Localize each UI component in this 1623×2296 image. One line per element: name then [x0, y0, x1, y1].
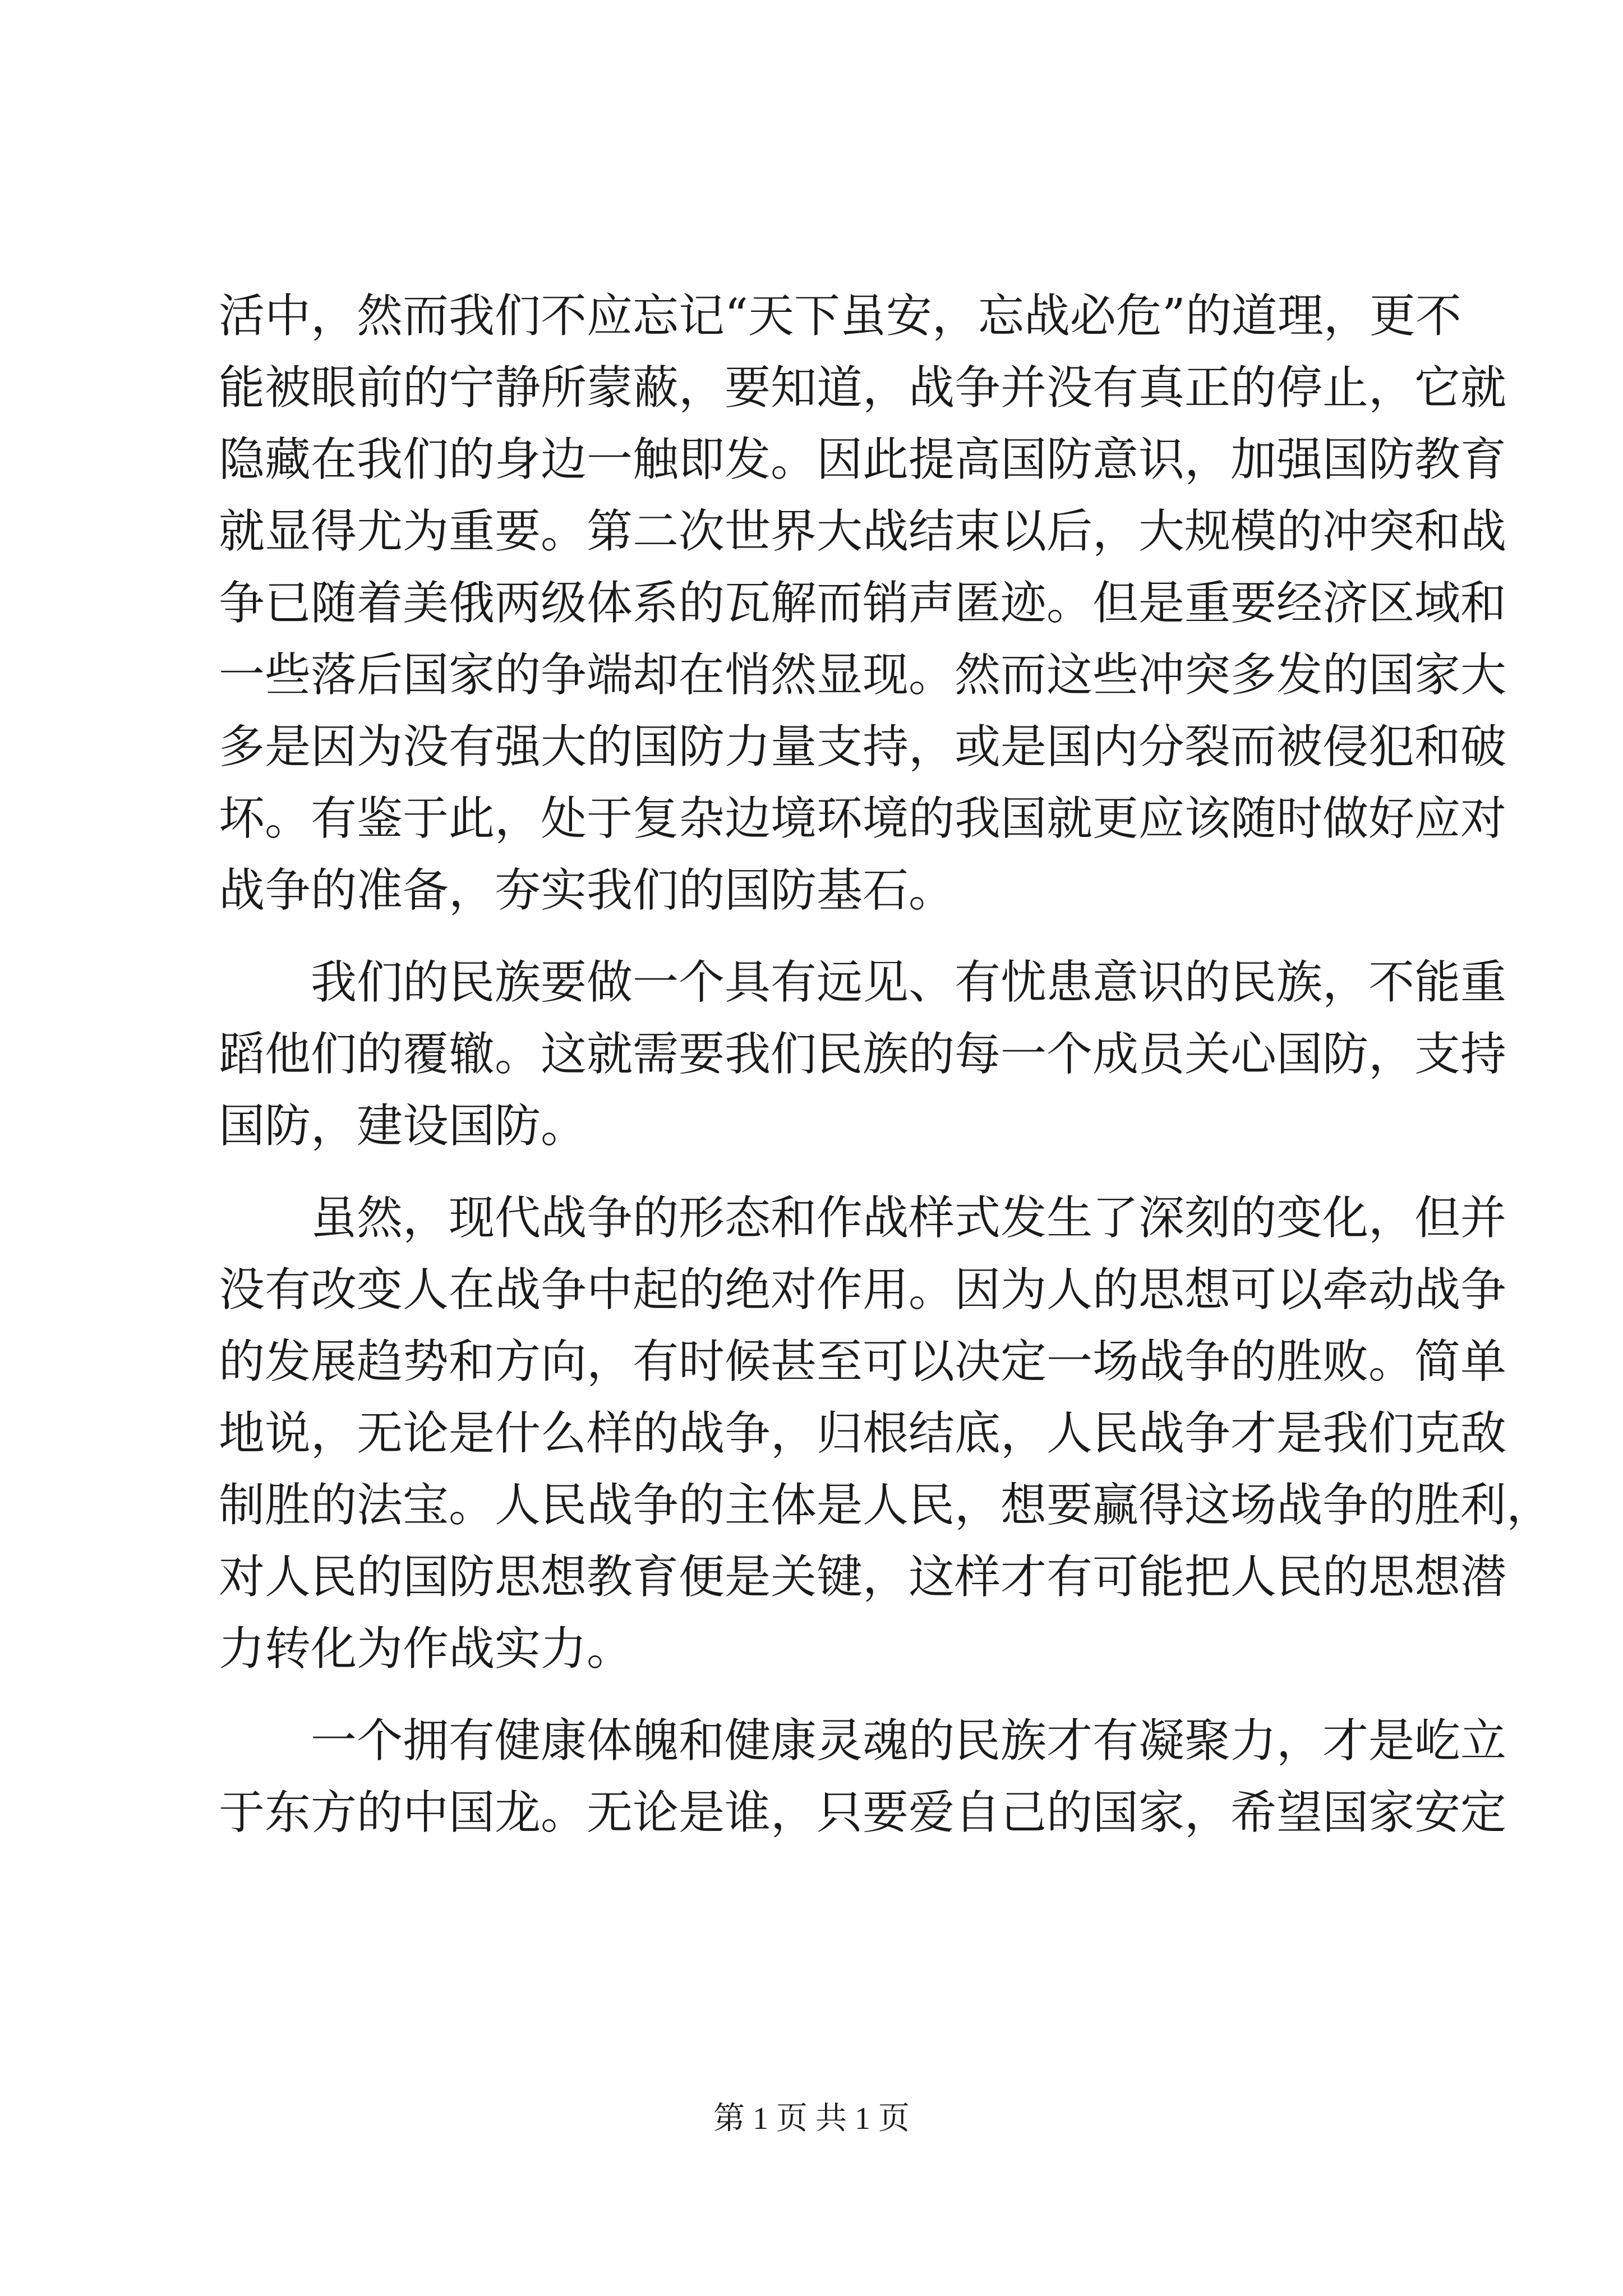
text-line: 一些落后国家的争端却在悄然显现。然而这些冲突多发的国家大	[219, 648, 1507, 702]
text-line: 对人民的国防思想教育便是关键，这样才有可能把人民的思想潜	[219, 1550, 1507, 1604]
paragraph-2	[219, 947, 1507, 1162]
text-line: 地说，无论是什么样的战争，归根结底，人民战争才是我们克敌	[219, 1407, 1507, 1460]
text-line: 争已随着美俄两级体系的瓦解而销声匿迹。但是重要经济区域和	[219, 577, 1507, 630]
text-line: 力转化为作战实力。	[219, 1622, 633, 1676]
document-body	[219, 280, 1553, 1869]
text-line: 一个拥有健康体魄和健康灵魂的民族才有凝聚力，才是屹立	[219, 1714, 1507, 1768]
paragraph-1	[219, 280, 1507, 927]
text-line: 虽然，现代战争的形态和作战样式发生了深刻的变化，但并	[219, 1191, 1507, 1245]
page-footer: 第 1 页 共 1 页	[713, 2101, 910, 2136]
text-line: 我们的民族要做一个具有远见、有忧患意识的民族，不能重	[219, 956, 1507, 1009]
text-line: 蹈他们的覆辙。这就需要我们民族的每一个成员关心国防，支持	[219, 1028, 1507, 1081]
text-line: 的发展趋势和方向，有时候甚至可以决定一场战争的胜败。简单	[219, 1335, 1507, 1388]
text-line: 活中，然而我们不应忘记“天下虽安，忘战必危”的道理，更不	[219, 289, 1461, 343]
text-line: 隐藏在我们的身边一触即发。因此提高国防意识，加强国防教育	[219, 433, 1507, 486]
text-line: 没有改变人在战争中起的绝对作用。因为人的思想可以牵动战争	[219, 1263, 1507, 1317]
text-line: 战争的准备，夯实我们的国防基石。	[219, 864, 955, 917]
text-line: 制胜的法宝。人民战争的主体是人民，想要赢得这场战争的胜利，	[219, 1479, 1553, 1532]
text-line: 于东方的中国龙。无论是谁，只要爱自己的国家，希望国家安定	[219, 1786, 1507, 1839]
paragraph-3	[219, 1182, 1553, 1685]
paragraph-4	[219, 1705, 1507, 1849]
text-line: 能被眼前的宁静所蒙蔽，要知道，战争并没有真正的停止，它就	[219, 361, 1507, 415]
text-line: 就显得尤为重要。第二次世界大战结束以后，大规模的冲突和战	[219, 505, 1507, 558]
text-line: 坏。有鉴于此，处于复杂边境环境的我国就更应该随时做好应对	[219, 792, 1507, 845]
text-line: 多是因为没有强大的国防力量支持，或是国内分裂而被侵犯和破	[219, 720, 1507, 774]
text-line: 国防，建设国防。	[219, 1099, 587, 1153]
